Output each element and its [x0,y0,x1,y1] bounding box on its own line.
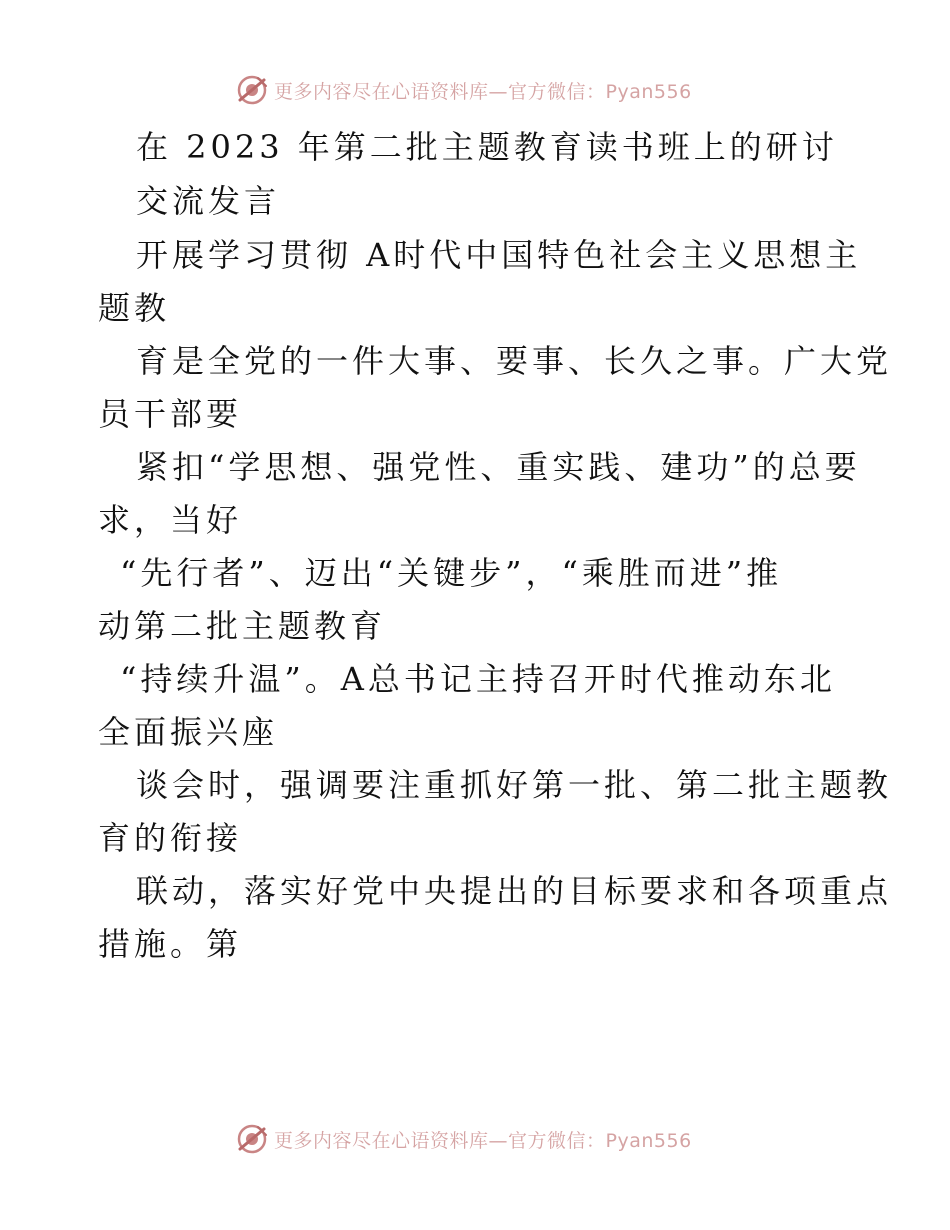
paragraph-line: “先行者”、迈出“关键步”，“乘胜而进”推 [120,554,783,592]
footer-watermark [236,1122,692,1156]
paragraph-line: 紧扣“学思想、强党性、重实践、建功”的总要 [136,448,861,486]
paragraph-line: 求，当好 [98,501,243,539]
seal-logo-icon [236,1123,268,1155]
watermark-text: 更多内容尽在心语资料库—官方微信：Pyan556 [274,1129,692,1152]
watermark-text: 更多内容尽在心语资料库—官方微信：Pyan556 [274,80,692,103]
paragraph-line: 题教 [98,289,171,327]
document-title-line-2: 交流发言 [136,182,281,220]
document-body [98,120,893,970]
header-watermark [236,73,692,107]
paragraph-line: 措施。第 [98,925,243,963]
paragraph-line: 联动，落实好党中央提出的目标要求和各项重点 [136,872,893,910]
paragraph-line: 育是全党的一件大事、要事、长久之事。广大党 [136,342,893,380]
seal-logo-icon [236,74,268,106]
paragraph-line: 谈会时，强调要注重抓好第一批、第二批主题教 [136,766,893,804]
paragraph-line: 动第二批主题教育 [98,607,387,645]
paragraph-line: 育的衔接 [98,819,243,857]
paragraph-line: 开展学习贯彻 A时代中国特色社会主义思想主 [136,236,862,274]
document-title-line-1: 在 2023 年第二批主题教育读书班上的研讨 [136,128,838,166]
paragraph-line: “持续升温”。A总书记主持召开时代推动东北 [120,660,836,698]
paragraph-line: 全面振兴座 [98,713,279,751]
paragraph-line: 员干部要 [98,395,243,433]
